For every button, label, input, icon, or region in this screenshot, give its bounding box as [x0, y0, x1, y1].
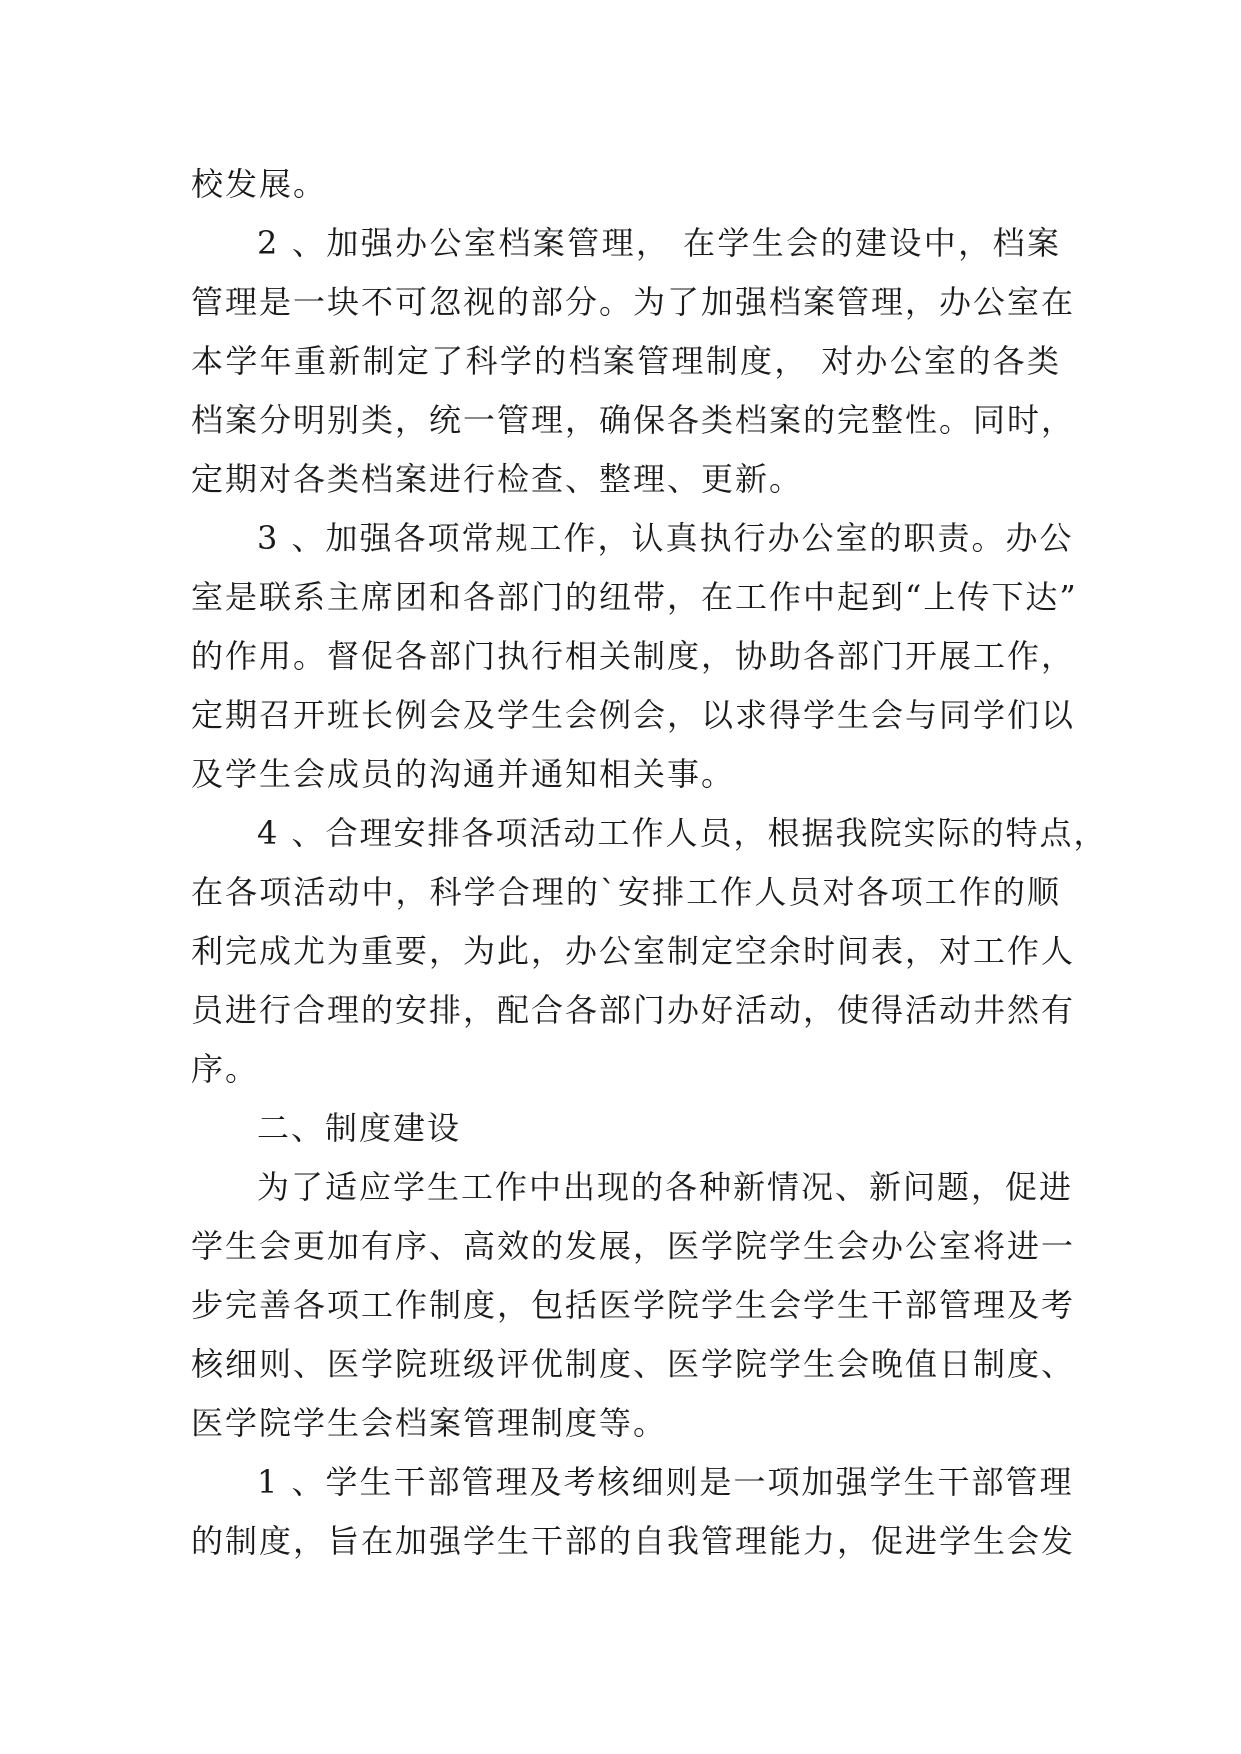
document-body: [191, 155, 1108, 1571]
text-line: 为了适应学生工作中出现的各种新情况、新问题，促进: [257, 1168, 1074, 1206]
text-line: 步完善各项工作制度，包括医学院学生会学生干部管理及考: [191, 1286, 1076, 1324]
text-line: 1 、学生干部管理及考核细则是一项加强学生干部管理: [257, 1463, 1074, 1501]
text-line: 核细则、医学院班级评优制度、医学院学生会晚值日制度、: [191, 1345, 1076, 1383]
text-line: 室是联系主席团和各部门的纽带，在工作中起到“上传下达”: [191, 578, 1078, 616]
text-line: 医学院学生会档案管理制度等。: [191, 1404, 668, 1442]
text-line: 二、制度建设: [257, 1109, 462, 1147]
text-line: 的作用。督促各部门执行相关制度，协助各部门开展工作，: [191, 637, 1076, 675]
text-line: 序。: [191, 1050, 260, 1088]
text-line: 的制度，旨在加强学生干部的自我管理能力，促进学生会发: [191, 1522, 1076, 1560]
text-line: 本学年重新制定了科学的档案管理制度， 对办公室的各类: [191, 342, 1061, 380]
text-line: 在各项活动中，科学合理的`安排工作人员对各项工作的顺: [191, 873, 1061, 911]
text-line: 4 、合理安排各项活动工作人员，根据我院实际的特点，: [257, 814, 1108, 852]
text-line: 管理是一块不可忽视的部分。为了加强档案管理，办公室在: [191, 283, 1076, 321]
text-line: 员进行合理的安排，配合各部门办好活动，使得活动井然有: [191, 991, 1076, 1029]
text-line: 及学生会成员的沟通并通知相关事。: [191, 755, 736, 793]
text-line: 学生会更加有序、高效的发展，医学院学生会办公室将进一: [191, 1227, 1076, 1265]
text-line: 档案分明别类，统一管理，确保各类档案的完整性。同时，: [191, 401, 1076, 439]
text-line: 定期召开班长例会及学生会例会，以求得学生会与同学们以: [191, 696, 1076, 734]
text-line: 定期对各类档案进行检查、整理、更新。: [191, 460, 804, 498]
text-line: 2 、加强办公室档案管理， 在学生会的建设中，档案: [257, 224, 1061, 262]
text-line: 校发展。: [191, 165, 328, 203]
text-line: 3 、加强各项常规工作，认真执行办公室的职责。办公: [257, 519, 1074, 557]
text-line: 利完成尤为重要，为此，办公室制定空余时间表，对工作人: [191, 932, 1076, 970]
